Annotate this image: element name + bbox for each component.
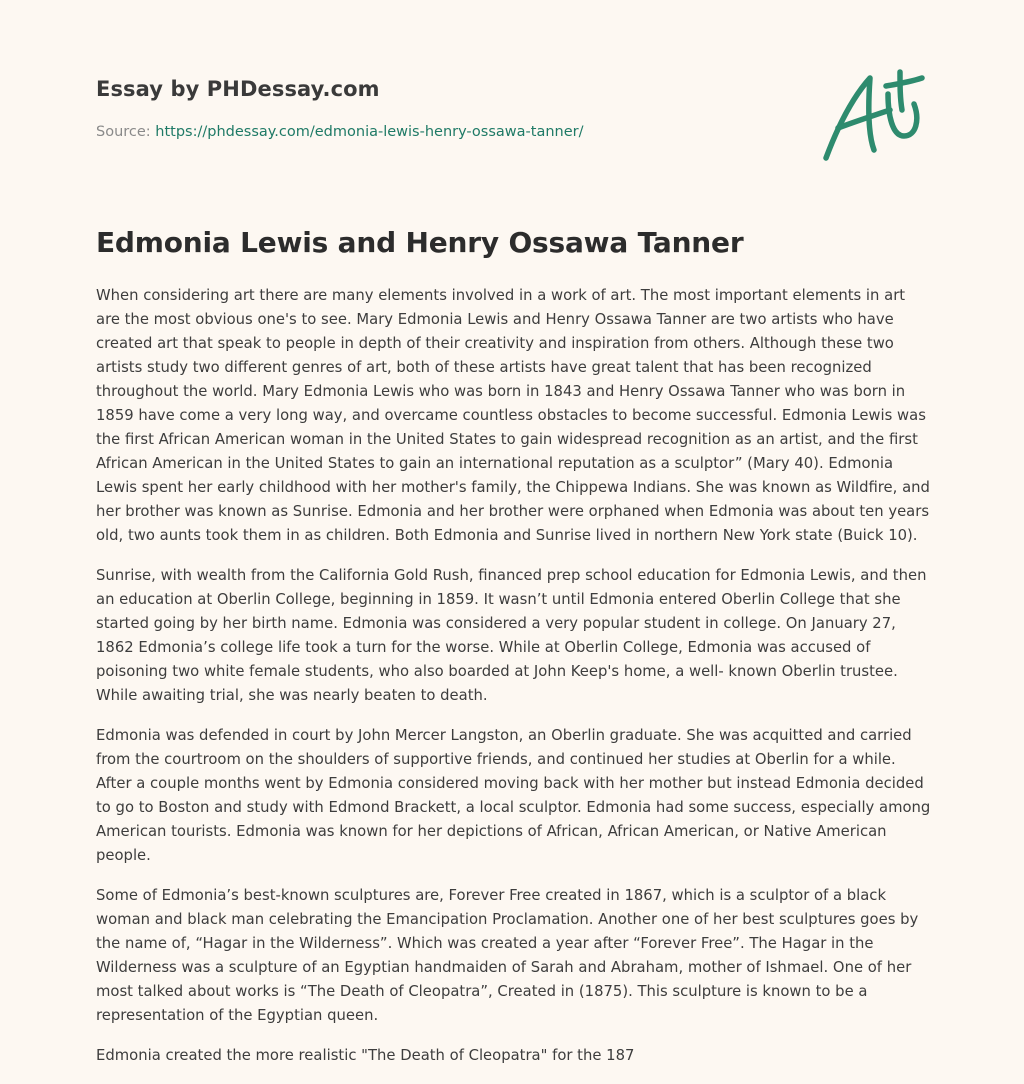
source-link[interactable]: https://phdessay.com/edmonia-lewis-henry-ossawa-tanner/ [155,124,584,140]
essay-paragraph: Sunrise, with wealth from the California Gold Rush, financed prep school education for Edmonia Lewis, and then an education at Oberlin College, beginning in 1859. It wasn’t until Edmonia entered Oberlin College that she started going by her birth name. Edmonia was considered a very popular student in college. On January 27, 1862 Edmonia’s college life took a turn for the worse. While at Oberlin College, Edmonia was accused of poisoning two white female students, who also boarded at John Keep's home, a well- known Oberlin trustee. While awaiting trial, she was nearly beaten to death. [96,567,927,704]
site-brand: Essay by PHDessay.com [96,77,380,101]
essay-paragraph: Edmonia was defended in court by John Mercer Langston, an Oberlin graduate. She was acquitted and carried from the courtroom on the shoulders of supportive friends, and continued her studies at Oberlin for a while. After a couple months went by Edmonia considered moving back with her mother but instead Edmonia decided to go to Boston and study with Edmond Brackett, a local sculptor. Edmonia had some success, especially among American tourists. Edmonia was known for her depictions of African, African American, or Native American people. [96,727,931,864]
essay-title: Edmonia Lewis and Henry Ossawa Tanner [96,226,744,259]
essay-body [96,284,932,1084]
essay-paragraph-truncated: Edmonia created the more realistic "The Death of Cleopatra" for the 187 [96,1047,635,1064]
page-header [96,0,928,200]
essay-paragraph: When considering art there are many elements involved in a work of art. The most important elements in art are the most obvious one's to see. Mary Edmonia Lewis and Henry Ossawa Tanner are two artists who have created art that speak to people in depth of their creativity and inspiration from others. Although these two artists study two different genres of art, both of these artists have great talent that has been recognized throughout the world. Mary Edmonia Lewis who was born in 1843 and Henry Ossawa Tanner who was born in 1859 have come a very long way, and overcame countless obstacles to become successful. Edmonia Lewis was the first African American woman in the United States to gain widespread recognition as an artist, and the first African American in the United States to gain an international reputation as a sculptor” (Mary 40). Edmonia Lewis spent her early childhood with her mother's family, the Chippewa Indians. She was known as Wildfire, and her brother was known as Sunrise. Edmonia and her brother were orphaned when Edmonia was about ten years old, two aunts took them in as children. Both Edmonia and Sunrise lived in northern New York state (Buick 10). [96,287,930,544]
essay-paragraph: Some of Edmonia’s best-known sculptures are, Forever Free created in 1867, which is a sculptor of a black woman and black man celebrating the Emancipation Proclamation. Another one of her best sculptures goes by the name of, “Hagar in the Wilderness”. Which was created a year after “Forever Free”. The Hagar in the Wilderness was a sculpture of an Egyptian handmaiden of Sarah and Abraham, mother of Ishmael. One of her most talked about works is “The Death of Cleopatra”, Created in (1875). This sculpture is known to be a representation of the Egyptian queen. [96,887,919,1024]
source-label: Source: [96,124,156,140]
a-plus-logo-icon [818,64,928,164]
source-line [96,124,584,140]
